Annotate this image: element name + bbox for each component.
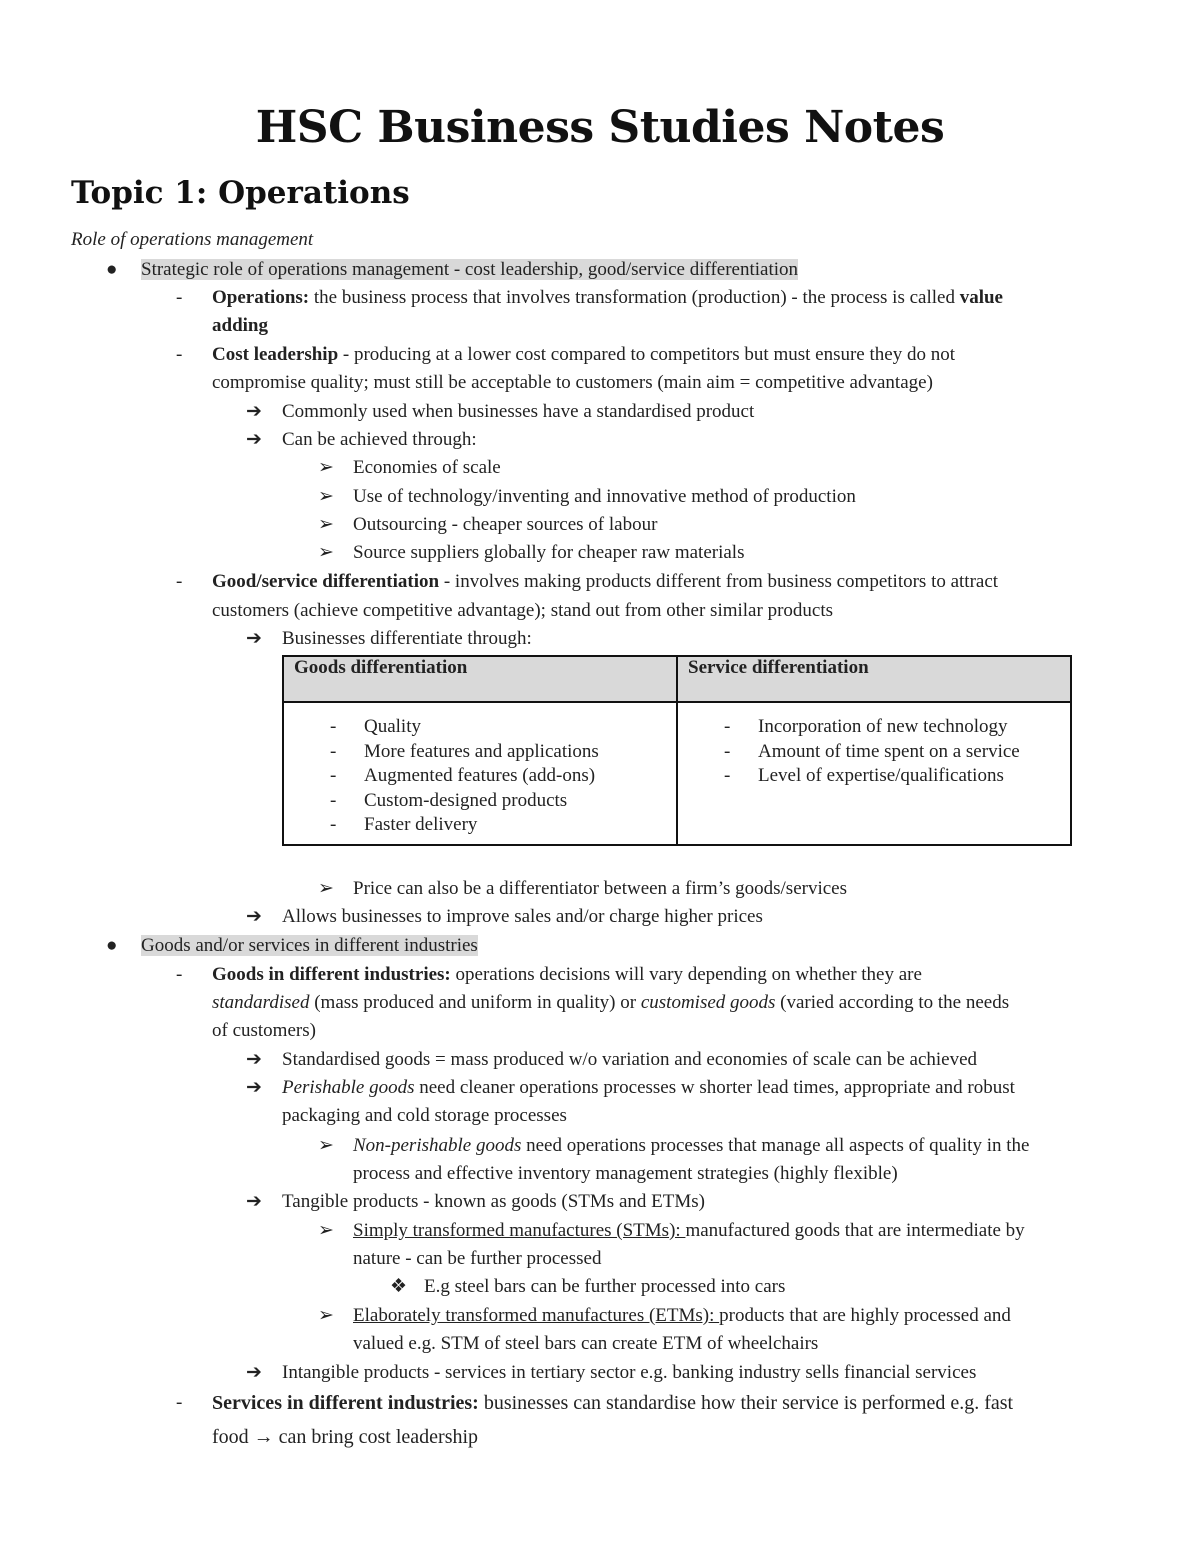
bullet-marker: ● [106, 259, 118, 280]
chevron-marker: ➢ [318, 1220, 334, 1241]
cost-leadership-definition: Cost leadership - producing at a lower cost compared to competitors but must ensure they do not [212, 344, 955, 365]
arrow-marker: ➔ [246, 628, 262, 649]
table-list-item: - More features and applications [284, 740, 676, 765]
bullet-marker: ● [106, 935, 118, 956]
operations-definition: Operations: the business process that involves transformation (production) - the process is called value [212, 287, 1003, 308]
list-item: Businesses differentiate through: [282, 628, 532, 649]
list-item: Elaborately transformed manufactures (ETMs): products that are highly processed and [353, 1305, 1011, 1326]
table-list-item: - Quality [284, 715, 676, 740]
chevron-marker: ➢ [318, 514, 334, 535]
section-heading-goods-services: Goods and/or services in different industries [141, 935, 478, 956]
dash-marker: - [176, 571, 183, 592]
differentiation-table [282, 655, 1072, 846]
chevron-marker: ➢ [318, 457, 334, 478]
list-item: Allows businesses to improve sales and/or charge higher prices [282, 906, 763, 927]
section-heading-strategic-role: Strategic role of operations management - cost leadership, good/service differentiation [141, 259, 799, 280]
chevron-marker: ➢ [318, 1135, 334, 1156]
goods-industries-definition: Goods in different industries: operations decisions will vary depending on whether they are [212, 964, 922, 985]
topic-heading: Topic 1: Operations [71, 175, 410, 211]
list-item: Use of technology/inventing and innovative method of production [353, 486, 856, 507]
arrow-marker: ➔ [246, 906, 262, 927]
list-item: Standardised goods = mass produced w/o variation and economies of scale can be achieved [282, 1049, 978, 1070]
table-list-item: - Amount of time spent on a service [678, 740, 1070, 765]
list-item: Non-perishable goods need operations processes that manage all aspects of quality in the [353, 1135, 1030, 1156]
table-header: Goods differentiation [283, 656, 677, 702]
arrow-marker: ➔ [246, 1049, 262, 1070]
services-industries-definition: Services in different industries: businesses can standardise how their service is performed e.g. fast [212, 1392, 1014, 1414]
table-list-item: - Custom-designed products [284, 789, 676, 814]
differentiation-definition: Good/service differentiation - involves making products different from business competitors to attract [212, 571, 999, 592]
table-list-item: - Augmented features (add-ons) [284, 764, 676, 789]
list-item: Outsourcing - cheaper sources of labour [353, 514, 658, 535]
arrow-marker: ➔ [246, 1077, 262, 1098]
goods-industries-definition-cont: of customers) [212, 1020, 316, 1041]
list-item: Price can also be a differentiator between a firm’s goods/services [353, 878, 847, 899]
list-item: Commonly used when businesses have a standardised product [282, 401, 755, 422]
list-item-cont: nature - can be further processed [353, 1248, 602, 1269]
list-item: Can be achieved through: [282, 429, 477, 450]
list-item: E.g steel bars can be further processed into cars [424, 1276, 786, 1297]
goods-industries-definition-cont: standardised (mass produced and uniform in quality) or customised goods (varied according to the needs [212, 992, 1010, 1013]
dash-marker: - [176, 344, 183, 365]
list-item-cont: process and effective inventory management strategies (highly flexible) [353, 1163, 898, 1184]
subheading: Role of operations management [71, 229, 314, 250]
chevron-marker: ➢ [318, 878, 334, 899]
table-list-item: - Faster delivery [284, 813, 676, 838]
chevron-marker: ➢ [318, 486, 334, 507]
table-cell-goods [283, 702, 677, 845]
table-list-item: - Incorporation of new technology [678, 715, 1070, 740]
arrow-marker: ➔ [246, 1362, 262, 1383]
dash-marker: - [176, 1392, 183, 1413]
arrow-marker: ➔ [246, 1191, 262, 1212]
chevron-marker: ➢ [318, 1305, 334, 1326]
operations-definition-cont: adding [212, 315, 268, 336]
list-item-cont: packaging and cold storage processes [282, 1105, 567, 1126]
list-item: Source suppliers globally for cheaper raw materials [353, 542, 745, 563]
arrow-marker: ➔ [246, 429, 262, 450]
table-cell-services [677, 702, 1071, 845]
list-item: Perishable goods need cleaner operations processes w shorter lead times, appropriate and robust [282, 1077, 1015, 1098]
document-title: HSC Business Studies Notes [255, 102, 945, 153]
chevron-marker: ➢ [318, 542, 334, 563]
table-header: Service differentiation [677, 656, 1071, 702]
services-industries-definition-cont: food → can bring cost leadership [212, 1426, 479, 1448]
list-item-cont: valued e.g. STM of steel bars can create ETM of wheelchairs [353, 1333, 819, 1354]
list-item: Intangible products - services in tertiary sector e.g. banking industry sells financial services [282, 1362, 977, 1383]
list-item: Economies of scale [353, 457, 501, 478]
cost-leadership-definition-cont: compromise quality; must still be acceptable to customers (main aim = competitive advantage) [212, 372, 933, 393]
list-item: Simply transformed manufactures (STMs): manufactured goods that are intermediate by [353, 1220, 1025, 1241]
list-item: Tangible products - known as goods (STMs and ETMs) [282, 1191, 705, 1212]
arrow-marker: ➔ [246, 401, 262, 422]
dash-marker: - [176, 287, 183, 308]
differentiation-definition-cont: customers (achieve competitive advantage); stand out from other similar products [212, 600, 833, 621]
dash-marker: - [176, 964, 183, 985]
diamond-marker: ❖ [390, 1276, 408, 1297]
table-list-item: - Level of expertise/qualifications [678, 764, 1070, 789]
